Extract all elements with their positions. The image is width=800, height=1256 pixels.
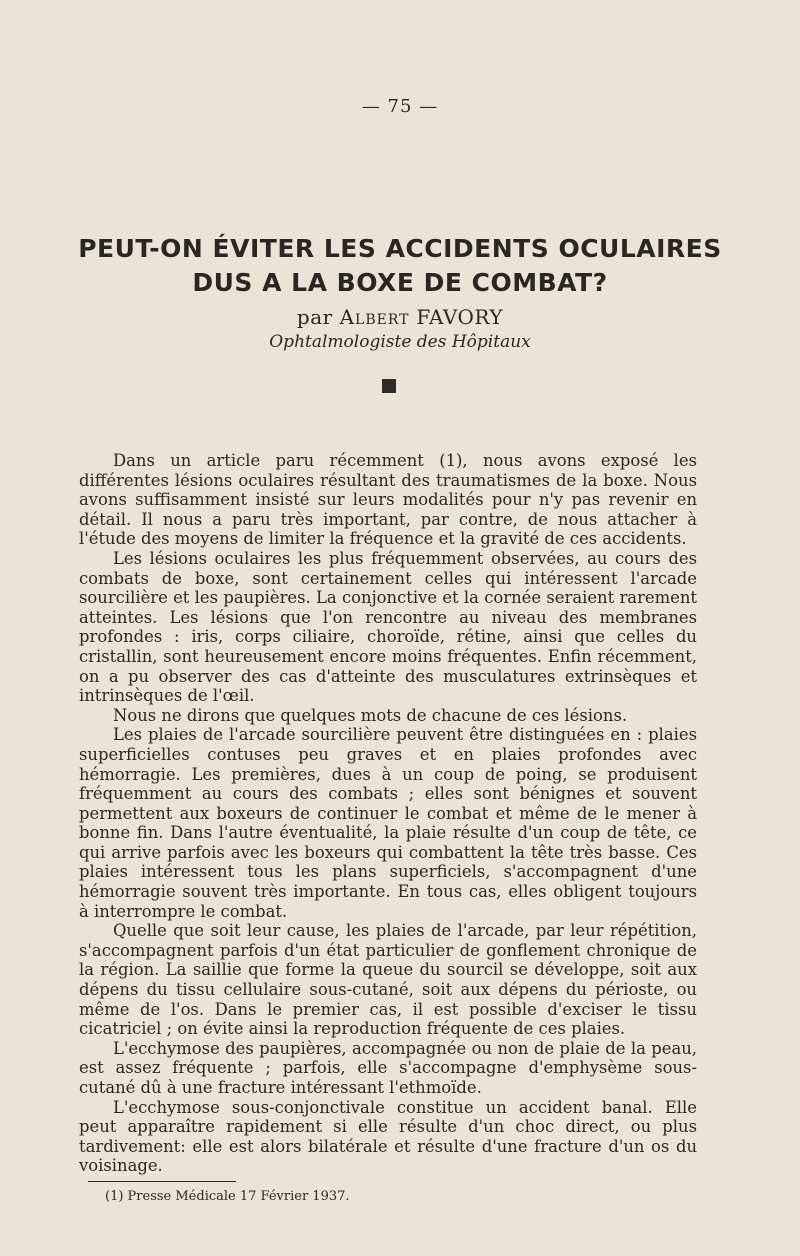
footnote-divider (88, 1181, 236, 1182)
title-line-2: DUS A LA BOXE DE COMBAT? (192, 268, 608, 297)
article-title (60, 232, 740, 300)
paragraph: Quelle que soit leur cause, les plaies de l'arcade, par leur répétition, s'accompagnent parfois d'un état particulier de gonflement chronique de la région. La saillie que forme la queue du sourcil se développe, soit aux dépens du tissu cellulaire sous-cutané, soit aux dépens du périoste, ou même de l'os. Dans le premier cas, il est possible d'exciser le tissu cicatriciel ; on évite ainsi la reproduction fréquente de ces plaies. (79, 921, 697, 1039)
author-last-name: FAVORY (416, 305, 504, 329)
author-affiliation: Ophtalmologiste des Hôpitaux (269, 332, 531, 352)
paragraph: L'ecchymose sous-conjonctivale constitue un accident banal. Elle peut apparaître rapidement si elle résulte d'un choc direct, ou plus tardivement: elle est alors bilatérale et résulte d'une fracture d'un os du voisinage. (79, 1097, 697, 1176)
title-line-1: PEUT-ON ÉVITER LES ACCIDENTS OCULAIRES (78, 234, 722, 263)
page-number: — 75 — (361, 96, 439, 117)
author-byline (0, 305, 800, 329)
article-body (79, 451, 697, 1176)
paragraph: Nous ne dirons que quelques mots de chacune de ces lésions. (113, 705, 628, 725)
paragraph: L'ecchymose des paupières, accompagnée ou non de plaie de la peau, est assez fréquente ; parfois, elle s'accompagne d'emphysème sous-cutané dû à une fracture intéressant l'ethmoïde. (79, 1038, 697, 1097)
paragraph: Dans un article paru récemment (1), nous avons exposé les différentes lésions oculaires résultant des traumatismes de la boxe. Nous avons suffisamment insisté sur leurs modalités pour n'y pas revenir en détail. Il nous a paru très important, par contre, de nous attacher à l'étude des moyens de limiter la fréquence et la gravité de ces accidents. (79, 451, 697, 549)
author-first-name: Albert (339, 305, 410, 329)
author-prefix: par (296, 305, 333, 329)
footnote: (1) Presse Médicale 17 Février 1937. (105, 1189, 350, 1204)
paragraph: Les lésions oculaires les plus fréquemment observées, au cours des combats de boxe, sont certainement celles qui intéressent l'arcade sourcilière et les paupières. La conjonctive et la cornée seraient rarement atteintes. Les lésions que l'on rencontre au niveau des membranes profondes : iris, corps ciliaire, choroïde, rétine, ainsi que celles du cristallin, sont heureusement encore moins fréquentes. Enfin récemment, on a pu observer des cas d'atteinte des musculatures extrinsèques et intrinsèques de l'œil. (79, 548, 697, 706)
paragraph: Les plaies de l'arcade sourcilière peuvent être distinguées en : plaies superficielles contuses peu graves et en plaies profondes avec hémorragie. Les premières, dues à un coup de poing, se produisent fréquemment au cours des combats ; elles sont bénignes et souvent permettent aux boxeurs de continuer le combat et même de le mener à bonne fin. Dans l'autre éventualité, la plaie résulte d'un coup de tête, ce qui arrive parfois avec les boxeurs qui combattent la tête très basse. Ces plaies intéressent tous les plans superficiels, s'accompagnent d'une hémorragie souvent très importante. En tous cas, elles obligent toujours à interrompre le combat. (79, 725, 697, 921)
square-ornament-icon (382, 379, 396, 393)
